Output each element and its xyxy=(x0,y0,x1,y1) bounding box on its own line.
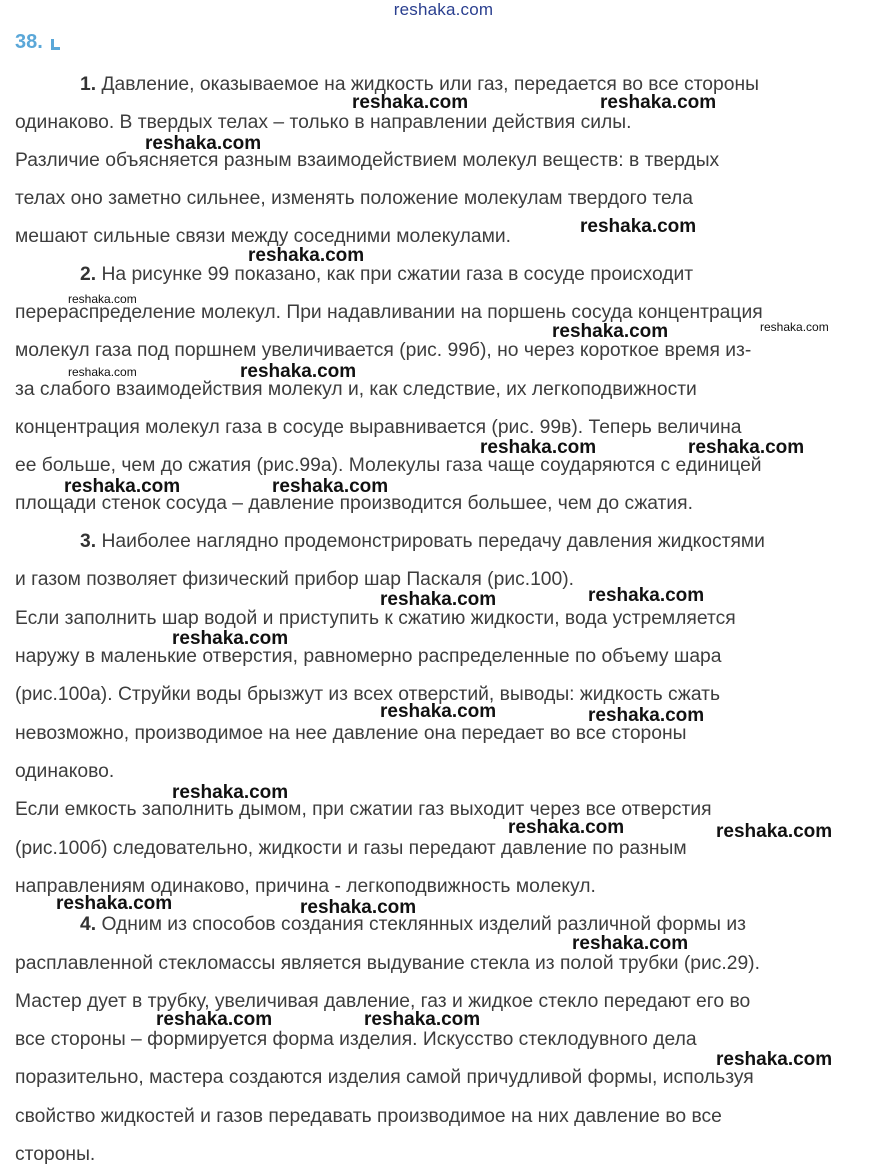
watermark: reshaka.com xyxy=(364,1009,481,1030)
task-number: 38. xyxy=(15,31,43,53)
text-line xyxy=(15,415,742,441)
text-line xyxy=(15,836,687,862)
watermark: reshaka.com xyxy=(172,628,289,649)
watermark: reshaka.com xyxy=(508,817,625,838)
watermark: reshaka.com xyxy=(552,321,669,342)
text-line xyxy=(15,759,114,785)
paragraph-number: 4. xyxy=(80,914,97,935)
line-text: одинаково. В твердых телах – только в направлении действия силы. xyxy=(15,112,632,133)
line-text: (рис.100а). Струйки воды брызжут из всех отверстий, выводы: жидкость сжать xyxy=(15,684,720,705)
line-text: телах оно заметно сильнее, изменять положение молекулам твердого тела xyxy=(15,188,694,209)
watermark: reshaka.com xyxy=(480,437,597,458)
watermark: reshaka.com xyxy=(716,1049,833,1070)
line-text: все стороны – формируется форма изделия. Искусство стеклодувного дела xyxy=(15,1029,697,1050)
watermark: reshaka.com xyxy=(352,92,469,113)
watermark: reshaka.com xyxy=(248,245,365,266)
line-text: ее больше, чем до сжатия (рис.99а). Молекулы газа чаще соударяются с единицей xyxy=(15,455,762,476)
corner-bracket-icon xyxy=(51,39,60,50)
line-text: перераспределение молекул. При надавливании на поршень сосуда концентрация xyxy=(15,302,763,323)
text-line xyxy=(15,1104,722,1130)
line-text: поразительно, мастера создаются изделия самой причудливой формы, используя xyxy=(15,1067,754,1088)
text-line xyxy=(15,606,736,632)
line-text: Если емкость заполнить дымом, при сжатии газ выходит через все отверстия xyxy=(15,799,712,820)
line-text: мешают сильные связи между соседними молекулами. xyxy=(15,226,512,247)
paragraph-number: 2. xyxy=(80,264,97,285)
text-line xyxy=(15,721,687,747)
watermark: reshaka.com xyxy=(760,320,829,334)
text-line xyxy=(15,1142,95,1168)
watermark: reshaka.com xyxy=(572,933,689,954)
line-text: наружу в маленькие отверстия, равномерно распределенные по объему шара xyxy=(15,646,722,667)
text-line xyxy=(80,262,693,288)
watermark: reshaka.com xyxy=(240,361,357,382)
line-text: На рисунке 99 показано, как при сжатии газа в сосуде происходит xyxy=(96,264,694,285)
text-line xyxy=(15,644,722,670)
text-line xyxy=(15,148,719,174)
watermark: reshaka.com xyxy=(300,897,417,918)
line-text: Наиболее наглядно продемонстрировать передачу давления жидкостями xyxy=(96,531,765,552)
text-line xyxy=(15,186,693,212)
watermark: reshaka.com xyxy=(600,92,717,113)
line-text: концентрация молекул газа в сосуде выравнивается (рис. 99в). Теперь величина xyxy=(15,417,742,438)
watermark: reshaka.com xyxy=(156,1009,273,1030)
text-line xyxy=(15,1027,697,1053)
line-text: расплавленной стекломассы является выдувание стекла из полой трубки (рис.29). xyxy=(15,953,760,974)
watermark: reshaka.com xyxy=(56,893,173,914)
watermark: reshaka.com xyxy=(145,133,262,154)
paragraph-number: 1. xyxy=(80,74,97,95)
watermark: reshaka.com xyxy=(580,216,697,237)
watermark: reshaka.com xyxy=(380,589,497,610)
watermark: reshaka.com xyxy=(272,476,389,497)
watermark: reshaka.com xyxy=(688,437,805,458)
watermark: reshaka.com xyxy=(68,292,137,306)
line-text: площади стенок сосуда – давление производится большее, чем до сжатия. xyxy=(15,493,693,514)
paragraph-number: 3. xyxy=(80,531,97,552)
text-line xyxy=(80,529,765,555)
line-text: Одним из способов создания стеклянных изделий различной формы из xyxy=(96,914,746,935)
line-text: и газом позволяет физический прибор шар Паскаля (рис.100). xyxy=(15,569,575,590)
watermark: reshaka.com xyxy=(64,476,181,497)
text-line xyxy=(15,110,632,136)
watermark: reshaka.com xyxy=(716,821,833,842)
watermark: reshaka.com xyxy=(588,705,705,726)
site-header: reshaka.com xyxy=(393,0,494,19)
watermark: reshaka.com xyxy=(588,585,705,606)
line-text: стороны. xyxy=(15,1144,96,1165)
line-text: направлениям одинаково, причина - легкоподвижность молекул. xyxy=(15,876,596,897)
task-heading xyxy=(15,31,60,54)
line-text: невозможно, производимое на нее давление она передает во все стороны xyxy=(15,723,687,744)
line-text: молекул газа под поршнем увеличивается (рис. 99б), но через короткое время из- xyxy=(15,340,752,361)
watermark: reshaka.com xyxy=(380,701,497,722)
line-text: свойство жидкостей и газов передавать производимое на них давление во все xyxy=(15,1106,722,1127)
line-text: за слабого взаимодействия молекул и, как следствие, их легкоподвижности xyxy=(15,379,697,400)
line-text: Различие объясняется разным взаимодействием молекул веществ: в твердых xyxy=(15,150,720,171)
line-text: Давление, оказываемое на жидкость или газ, передается во все стороны xyxy=(96,74,759,95)
line-text: Мастер дует в трубку, увеличивая давление, газ и жидкое стекло передают его во xyxy=(15,991,751,1012)
watermark: reshaka.com xyxy=(68,365,137,379)
watermark: reshaka.com xyxy=(172,782,289,803)
line-text: одинаково. xyxy=(15,761,115,782)
text-line xyxy=(15,1065,754,1091)
line-text: (рис.100б) следовательно, жидкости и газы передают давление по разным xyxy=(15,838,687,859)
line-text: Если заполнить шар водой и приступить к сжатию жидкости, вода устремляется xyxy=(15,608,736,629)
